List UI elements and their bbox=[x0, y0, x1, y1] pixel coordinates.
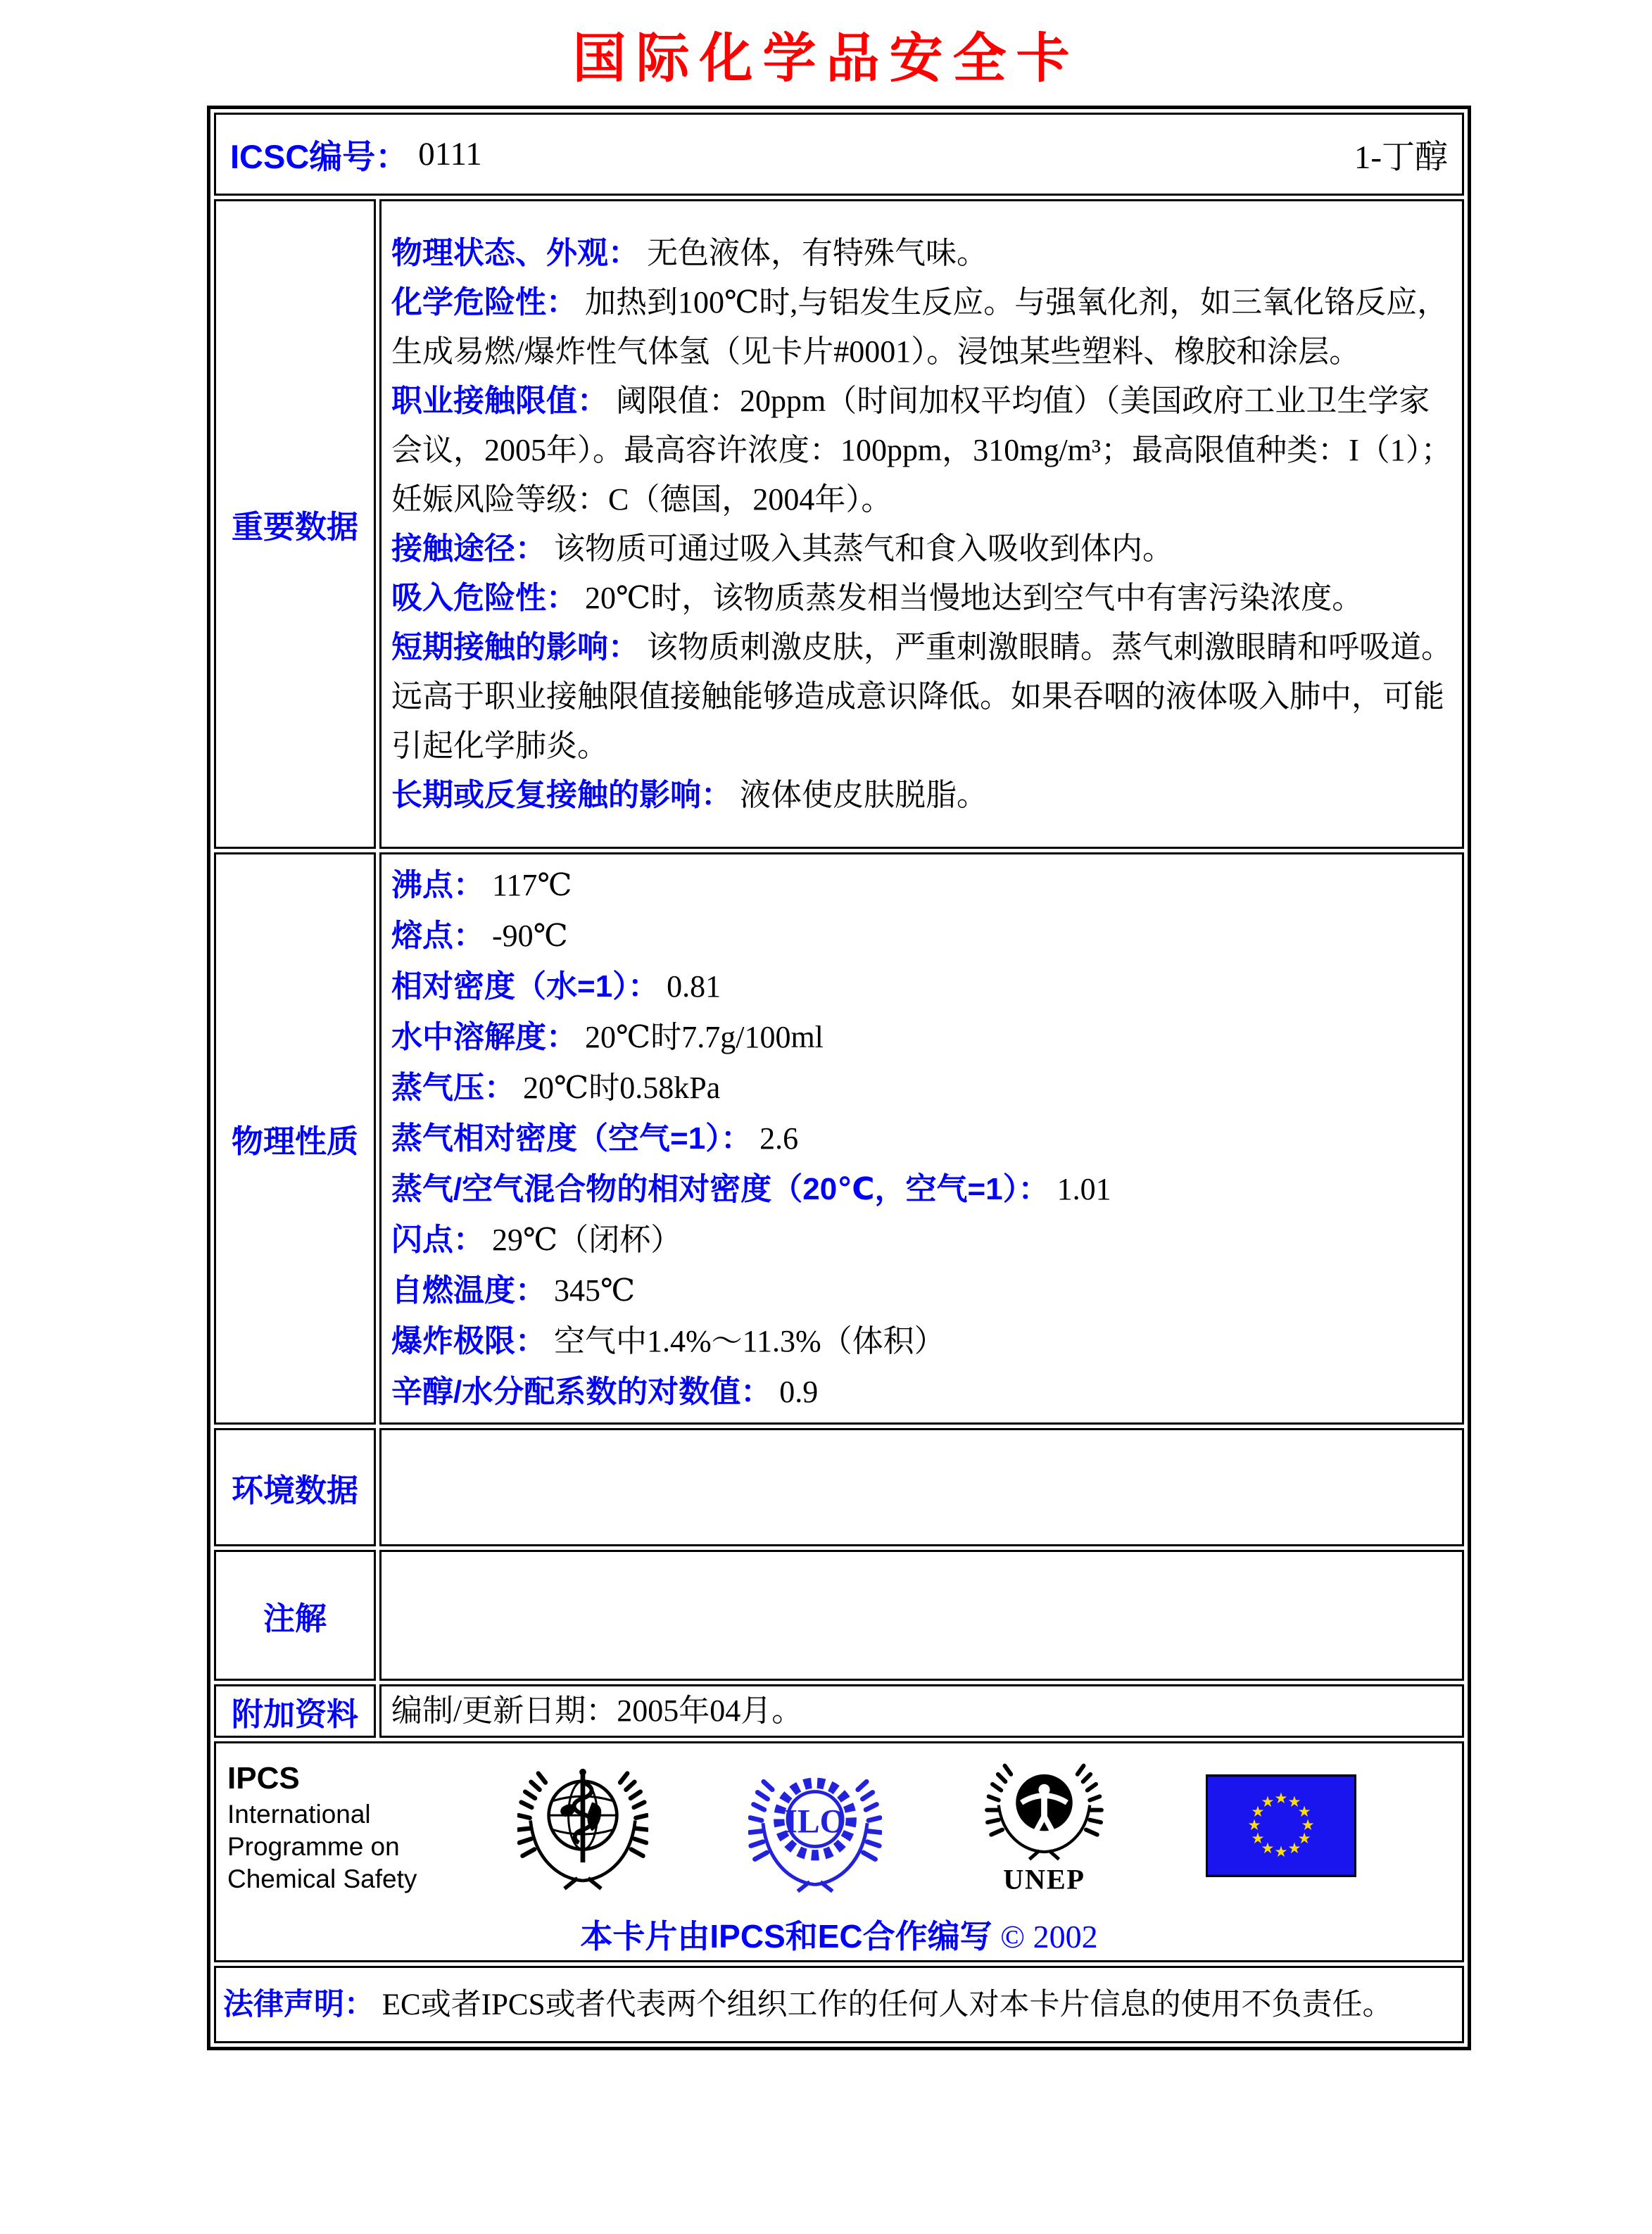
important-data-content bbox=[379, 199, 1464, 849]
svg-text:★: ★ bbox=[1274, 1789, 1288, 1807]
notes-content bbox=[379, 1550, 1464, 1681]
item-text: 0.81 bbox=[667, 968, 721, 1004]
ilo-emblem-icon bbox=[748, 1759, 882, 1896]
svg-text:★: ★ bbox=[1287, 1839, 1301, 1857]
item-text: 20℃时0.58kPa bbox=[523, 1070, 721, 1105]
item-label: 水中溶解度： bbox=[391, 1019, 577, 1054]
item-text: 该物质可通过吸入其蒸气和食入吸收到体内。 bbox=[554, 531, 1173, 566]
row-label-notes: 注解 bbox=[214, 1550, 376, 1681]
legal-label: 法律声明： bbox=[223, 1987, 374, 2021]
ilo-letters: ILO bbox=[784, 1803, 846, 1840]
item-text: 液体使皮肤脱脂。 bbox=[740, 777, 988, 812]
svg-text:★: ★ bbox=[1274, 1843, 1288, 1861]
row-label-physical-properties: 物理性质 bbox=[214, 852, 376, 1425]
item-label: 蒸气相对密度（空气=1）： bbox=[391, 1121, 752, 1156]
legal-row bbox=[214, 1966, 1464, 2043]
card-header bbox=[226, 131, 1452, 178]
svg-text:★: ★ bbox=[1247, 1816, 1261, 1834]
logos-row bbox=[214, 1741, 1464, 1962]
ipcs-line: Chemical Safety bbox=[227, 1864, 417, 1893]
item-text: 加热到100℃时,与铝发生反应。与强氧化剂，如三氧化铬反应，生成易燃/爆炸性气体氢（见卡片#0001）。浸蚀某些塑料、橡胶和涂层。 bbox=[391, 284, 1449, 369]
chemical-name: 1-丁醇 bbox=[1354, 139, 1448, 176]
legal-text: EC或者IPCS或者代表两个组织工作的任何人对本卡片信息的使用不负责任。 bbox=[382, 1988, 1393, 2021]
item-label: 蒸气压： bbox=[391, 1070, 515, 1105]
item-label: 长期或反复接触的影响： bbox=[391, 777, 732, 812]
ipcs-title: IPCS bbox=[227, 1761, 300, 1796]
important-item bbox=[391, 771, 1452, 820]
item-label: 沸点： bbox=[391, 867, 484, 902]
item-label: 辛醇/水分配系数的对数值： bbox=[391, 1374, 772, 1409]
item-text: 0.9 bbox=[779, 1374, 819, 1409]
physical-item bbox=[391, 1164, 1452, 1215]
item-text: 29℃（闭杯） bbox=[492, 1222, 682, 1257]
svg-text:★: ★ bbox=[1251, 1829, 1265, 1848]
item-label: 接触途径： bbox=[391, 531, 546, 566]
icsc-number-value: 0111 bbox=[418, 136, 482, 172]
physical-item bbox=[391, 961, 1452, 1012]
item-text: 阈限值：20ppm（时间加权平均值）（美国政府工业卫生学家会议，2005年）。最高容许浓度：100ppm，310mg/m³；最高限值种类：I（1）；妊娠风险等级：C（德国，2004年）。 bbox=[391, 383, 1452, 517]
physical-item bbox=[391, 860, 1452, 911]
legal-statement bbox=[214, 1966, 1464, 2043]
physical-item bbox=[391, 1266, 1452, 1316]
ipcs-text-block bbox=[227, 1759, 417, 1895]
notes-row bbox=[214, 1550, 1464, 1681]
environmental-data-content bbox=[379, 1428, 1464, 1546]
item-text: 2.6 bbox=[759, 1121, 799, 1156]
physical-item bbox=[391, 1113, 1452, 1164]
svg-text:★: ★ bbox=[1297, 1803, 1311, 1821]
environmental-data-row bbox=[214, 1428, 1464, 1546]
important-item bbox=[391, 229, 1452, 278]
item-label: 吸入危险性： bbox=[391, 580, 577, 615]
icsc-number-label: ICSC编号： bbox=[230, 137, 409, 175]
svg-text:★: ★ bbox=[1287, 1793, 1301, 1811]
item-text: -90℃ bbox=[492, 918, 568, 953]
item-text: 20℃时7.7g/100ml bbox=[585, 1019, 824, 1054]
important-item bbox=[391, 524, 1452, 574]
page-title: 国际化学品安全卡 bbox=[572, 29, 1080, 89]
item-text: 空气中1.4%～11.3%（体积） bbox=[554, 1323, 945, 1358]
svg-text:★: ★ bbox=[1301, 1816, 1315, 1834]
additional-info-content: 编制/更新日期：2005年04月。 bbox=[379, 1684, 1464, 1738]
svg-text:★: ★ bbox=[1261, 1793, 1275, 1811]
svg-text:★: ★ bbox=[1297, 1829, 1311, 1848]
row-label-additional-info: 附加资料 bbox=[214, 1684, 376, 1738]
item-label: 熔点： bbox=[391, 918, 484, 953]
important-item bbox=[391, 623, 1452, 771]
important-item bbox=[391, 278, 1452, 377]
item-label: 短期接触的影响： bbox=[391, 629, 639, 664]
physical-item bbox=[391, 1316, 1452, 1367]
physical-item bbox=[391, 1063, 1452, 1113]
physical-item bbox=[391, 1367, 1452, 1418]
logos-section bbox=[214, 1741, 1464, 1962]
physical-properties-content bbox=[379, 852, 1464, 1425]
item-text: 117℃ bbox=[492, 867, 572, 902]
item-label: 闪点： bbox=[391, 1222, 484, 1257]
item-label: 职业接触限值： bbox=[391, 383, 608, 418]
important-item bbox=[391, 377, 1452, 524]
icsc-card-table bbox=[207, 106, 1471, 2050]
ipcs-line: Programme on bbox=[227, 1832, 400, 1861]
item-label: 自燃温度： bbox=[391, 1273, 546, 1308]
important-item bbox=[391, 574, 1452, 623]
who-emblem-icon bbox=[517, 1760, 648, 1895]
header-row bbox=[214, 113, 1464, 196]
additional-info-row bbox=[214, 1684, 1464, 1738]
item-text: 345℃ bbox=[554, 1273, 636, 1308]
item-text: 1.01 bbox=[1057, 1171, 1111, 1206]
cooperation-caption bbox=[216, 1911, 1462, 1957]
physical-properties-row bbox=[214, 852, 1464, 1425]
eu-flag-icon bbox=[1206, 1774, 1356, 1881]
item-text: 无色液体，有特殊气味。 bbox=[647, 235, 988, 270]
physical-item bbox=[391, 1215, 1452, 1266]
copyright-text: © 2002 bbox=[1000, 1919, 1098, 1955]
item-label: 物理状态、外观： bbox=[391, 235, 639, 270]
item-label: 爆炸极限： bbox=[391, 1323, 546, 1358]
unep-letters: UNEP bbox=[1002, 1863, 1085, 1895]
svg-text:★: ★ bbox=[1251, 1803, 1265, 1821]
unep-emblem-icon bbox=[983, 1753, 1106, 1901]
row-label-environmental-data: 环境数据 bbox=[214, 1428, 376, 1546]
ipcs-line: International bbox=[227, 1800, 371, 1829]
physical-item bbox=[391, 1012, 1452, 1063]
item-text: 20℃时，该物质蒸发相当慢地达到空气中有害污染浓度。 bbox=[585, 580, 1363, 615]
row-label-important-data: 重要数据 bbox=[214, 199, 376, 849]
item-label: 相对密度（水=1）： bbox=[391, 968, 660, 1004]
item-label: 化学危险性： bbox=[391, 284, 577, 320]
physical-item bbox=[391, 911, 1452, 961]
item-label: 蒸气/空气混合物的相对密度（20℃，空气=1）： bbox=[391, 1171, 1049, 1206]
item-text: 该物质刺激皮肤，严重刺激眼睛。蒸气刺激眼睛和呼吸道。远高于职业接触限值接触能够造成意识降低。如果吞咽的液体吸入肺中，可能引起化学肺炎。 bbox=[391, 629, 1452, 763]
cooperation-text: 本卡片由IPCS和EC合作编写 bbox=[580, 1918, 992, 1955]
svg-text:★: ★ bbox=[1261, 1839, 1275, 1857]
important-data-row bbox=[214, 199, 1464, 849]
